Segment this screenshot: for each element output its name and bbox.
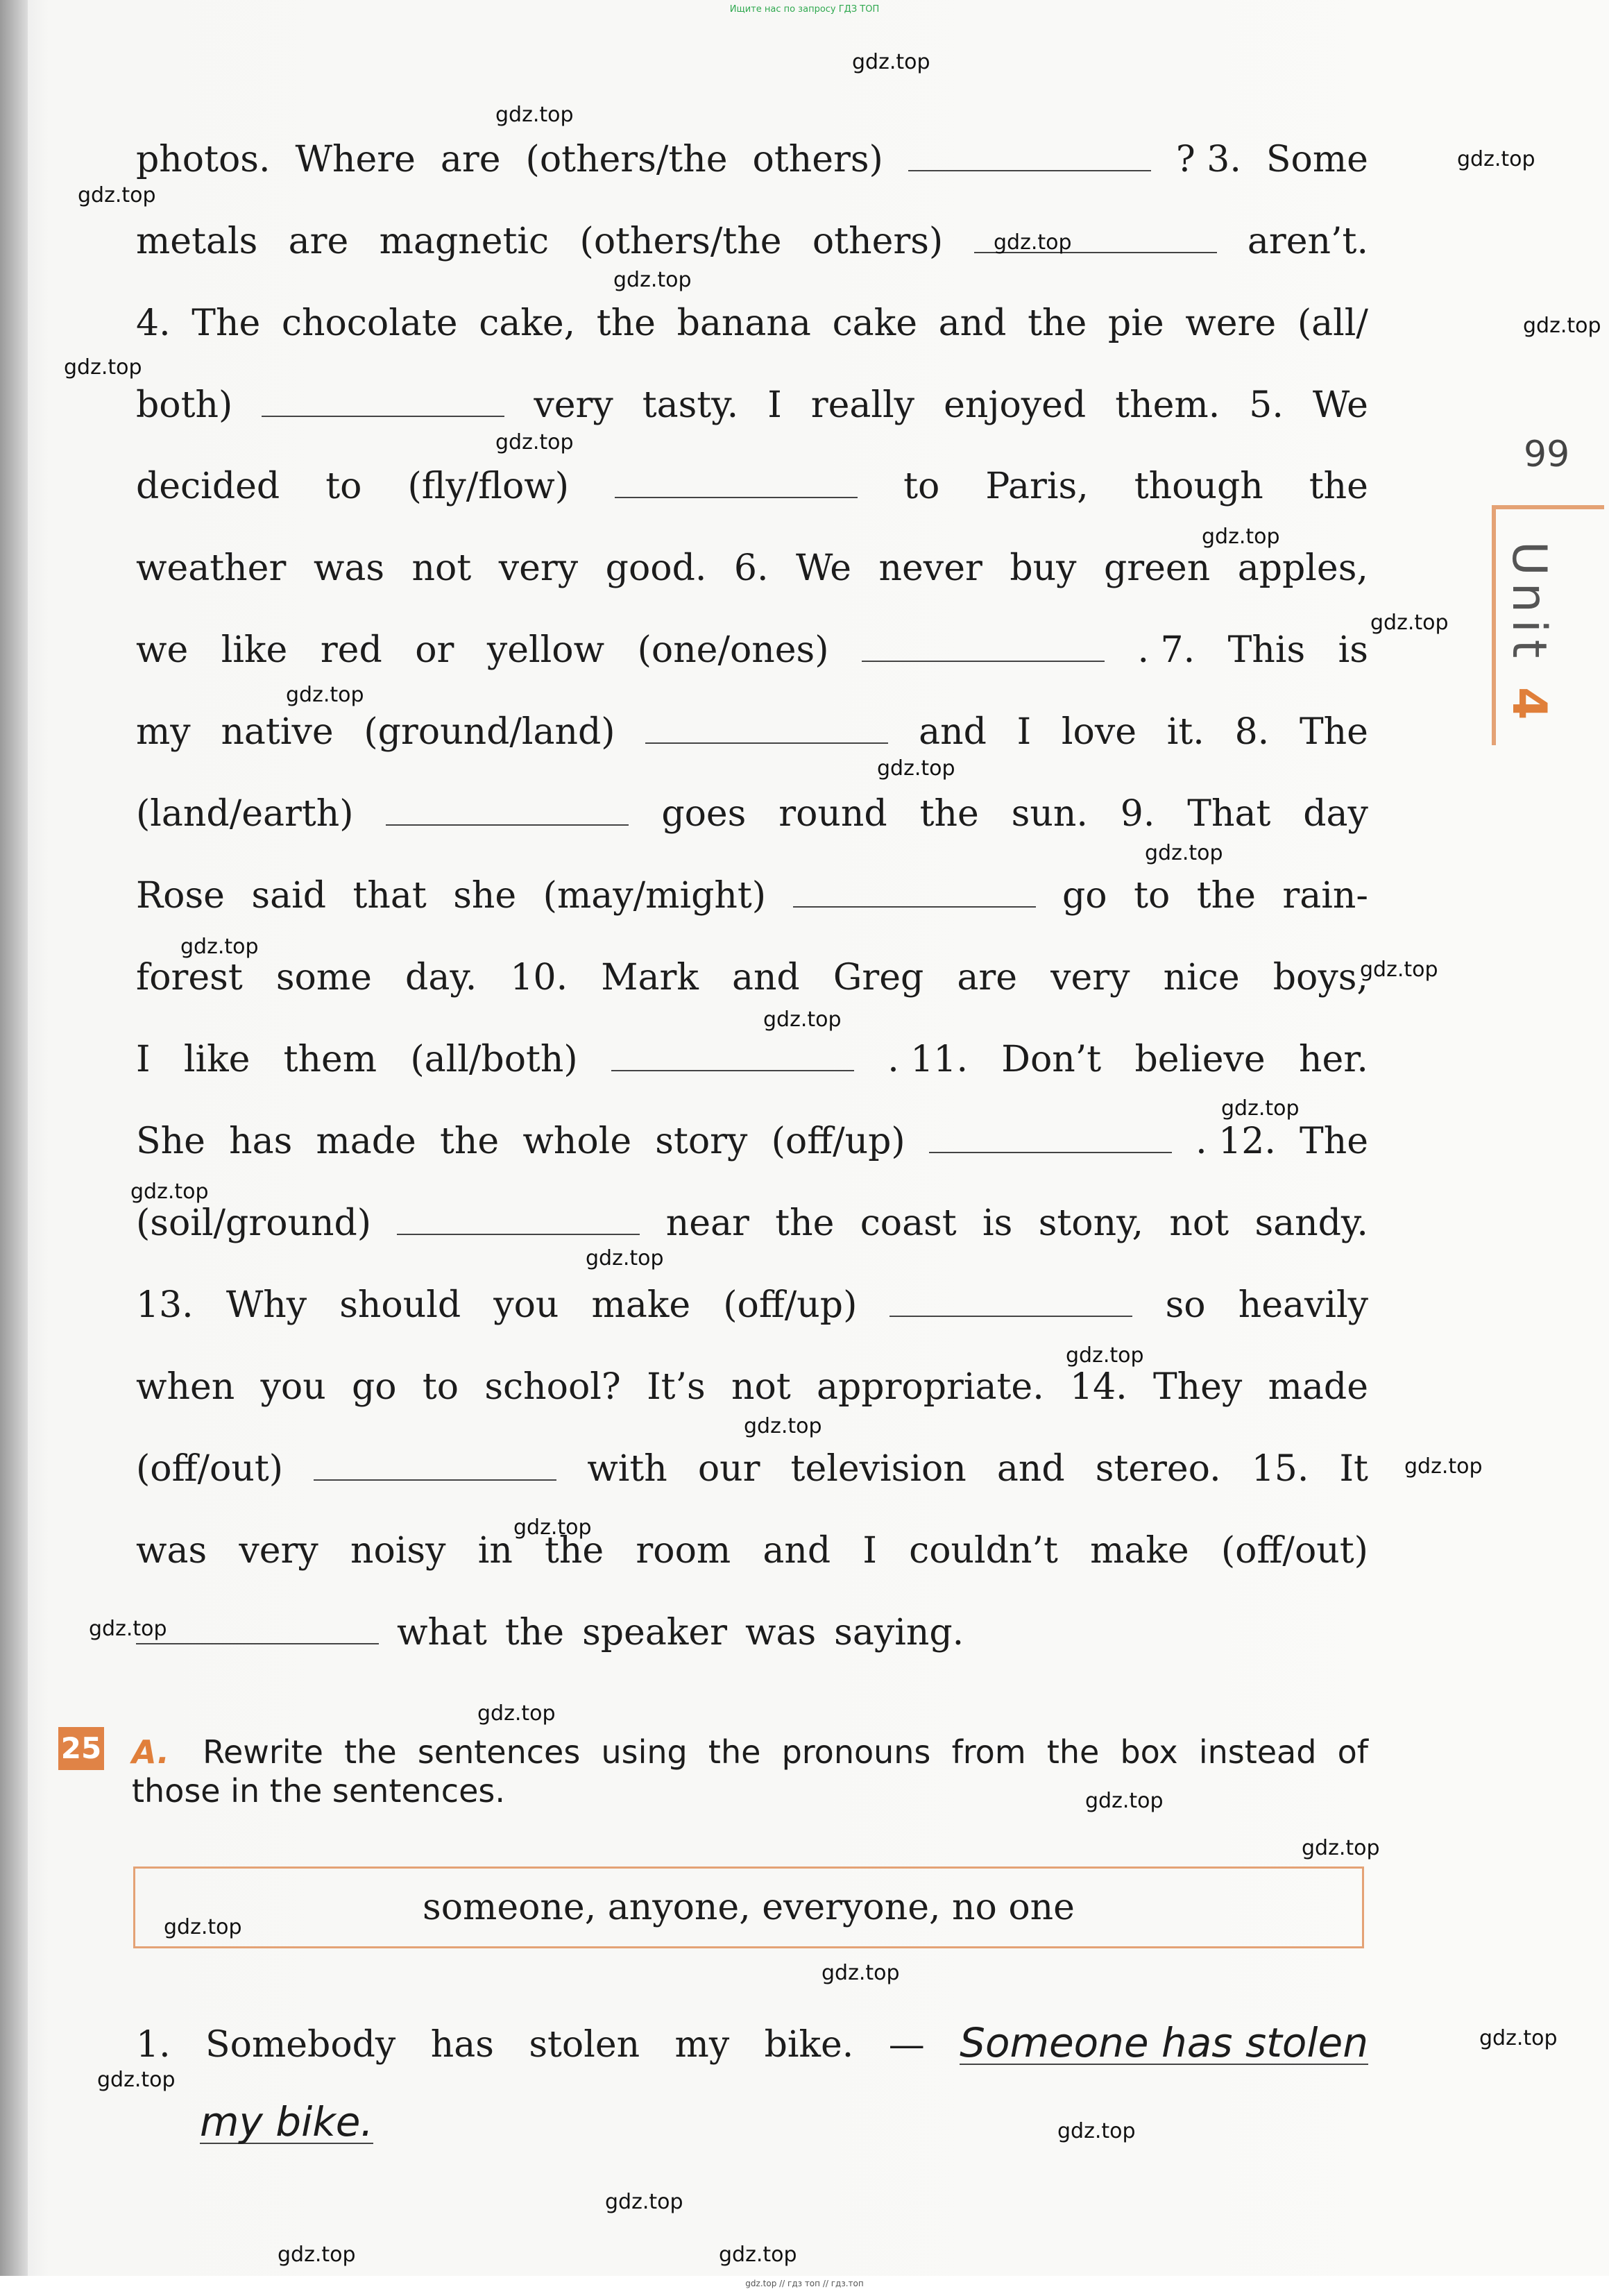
- word: ? 3.: [1175, 139, 1241, 180]
- instruction-word: Rewrite: [203, 1733, 323, 1771]
- word: very: [1050, 957, 1130, 998]
- text-line: [136, 1284, 1368, 1326]
- word: native: [221, 711, 334, 753]
- watermark-text: gdz.top: [1202, 525, 1280, 549]
- word: Don’t: [1001, 1039, 1102, 1080]
- word: day.: [405, 957, 477, 998]
- page-number-rule: [1492, 505, 1604, 509]
- word: We: [1312, 384, 1368, 426]
- example-sentence: [136, 2019, 1368, 2066]
- example-word: stolen: [529, 2024, 640, 2066]
- word: said: [251, 875, 326, 917]
- word: near: [665, 1202, 749, 1244]
- word: the: [545, 1530, 604, 1572]
- answer-blank[interactable]: [611, 1056, 854, 1071]
- watermark-text: gdz.top: [130, 1180, 209, 1204]
- word: . 11.: [887, 1039, 968, 1080]
- watermark-text: gdz.top: [586, 1246, 664, 1270]
- watermark-text: gdz.top: [605, 2190, 683, 2214]
- answer-blank[interactable]: [929, 1138, 1172, 1153]
- word: was: [136, 1530, 207, 1572]
- word: (land/earth): [136, 793, 354, 835]
- example-answer-continuation: [200, 2098, 1432, 2145]
- text-line: [136, 1202, 1368, 1244]
- word: 13.: [136, 1284, 194, 1326]
- word: (fly/flow): [407, 466, 570, 507]
- word: round: [778, 793, 887, 835]
- word: our: [697, 1448, 760, 1490]
- word: the: [1028, 303, 1087, 344]
- word: I: [862, 1530, 877, 1572]
- word: them: [283, 1039, 377, 1080]
- watermark-text: gdz.top: [495, 103, 574, 127]
- watermark-text: gdz.top: [852, 50, 930, 74]
- word: the: [596, 303, 656, 344]
- word: 5.: [1249, 384, 1284, 426]
- word: though: [1134, 466, 1263, 507]
- word: school?: [484, 1366, 621, 1408]
- word: and: [919, 711, 987, 753]
- word: you: [493, 1284, 559, 1326]
- text-line: [136, 793, 1368, 835]
- watermark-text: gdz.top: [1457, 147, 1535, 171]
- watermark-text: gdz.top: [821, 1961, 900, 1985]
- word: never: [878, 547, 982, 589]
- word: room: [636, 1530, 731, 1572]
- word: Greg: [833, 957, 924, 998]
- word: what: [397, 1612, 487, 1653]
- pronoun-word-box: [133, 1866, 1364, 1948]
- watermark-text: gdz.top: [64, 355, 142, 380]
- word: aren’t.: [1247, 221, 1368, 262]
- word: apples,: [1237, 547, 1368, 589]
- word: stony,: [1038, 1202, 1144, 1244]
- instruction-word: the: [708, 1733, 761, 1771]
- word: The: [191, 303, 261, 344]
- word: and: [938, 303, 1007, 344]
- word: and: [731, 957, 800, 998]
- word: both): [136, 384, 233, 426]
- instruction-word: of: [1337, 1733, 1368, 1771]
- text-line: [136, 384, 1368, 426]
- watermark-text: gdz.top: [164, 1915, 242, 1939]
- word: yellow: [486, 629, 605, 671]
- word: 10.: [510, 957, 568, 998]
- instruction-word: the: [1046, 1733, 1100, 1771]
- word: has: [229, 1121, 293, 1162]
- watermark-text: gdz.top: [1221, 1096, 1300, 1121]
- text-line: [136, 139, 1368, 180]
- word: are: [957, 957, 1018, 998]
- text-line: [136, 629, 1368, 671]
- word: The: [1300, 1121, 1368, 1162]
- word: Paris,: [985, 466, 1089, 507]
- word: It: [1339, 1448, 1368, 1490]
- instruction-word: pronouns: [781, 1733, 931, 1771]
- word: we: [136, 629, 189, 671]
- word: to: [1134, 875, 1170, 917]
- word: appropriate.: [817, 1366, 1044, 1408]
- example-word: —: [888, 2024, 925, 2066]
- watermark-text: gdz.top: [1085, 1789, 1164, 1813]
- word: really: [810, 384, 915, 426]
- example-word: Somebody: [205, 2024, 396, 2066]
- word: Some: [1266, 139, 1368, 180]
- word: make: [1090, 1530, 1189, 1572]
- text-line: [136, 221, 1368, 262]
- word: pie: [1107, 303, 1164, 344]
- word: banana: [676, 303, 811, 344]
- answer-blank[interactable]: [136, 1629, 379, 1644]
- instruction-word: the: [344, 1733, 397, 1771]
- word: when: [136, 1366, 235, 1408]
- word: are: [440, 139, 501, 180]
- word: enjoyed: [944, 384, 1087, 426]
- text-line: [136, 1448, 1368, 1490]
- watermark-text: gdz.top: [994, 230, 1072, 255]
- text-line: [136, 875, 1368, 917]
- answer-blank[interactable]: [262, 402, 504, 417]
- word: buy: [1010, 547, 1077, 589]
- example-word: 1.: [136, 2024, 171, 2066]
- word: chocolate: [281, 303, 458, 344]
- text-line: [136, 1121, 1368, 1162]
- word: heavily: [1238, 1284, 1368, 1326]
- answer-blank[interactable]: [889, 1302, 1132, 1317]
- word: cake,: [479, 303, 576, 344]
- word: 9.: [1120, 793, 1155, 835]
- word: the: [775, 1202, 835, 1244]
- answer-blank[interactable]: [386, 810, 629, 826]
- exercise-instruction-line-1: [132, 1733, 1368, 1771]
- word: that: [352, 875, 427, 917]
- word: (off/up): [771, 1121, 905, 1162]
- watermark-text: gdz.top: [89, 1617, 167, 1641]
- word: (soil/ground): [136, 1202, 372, 1244]
- word: She: [136, 1121, 205, 1162]
- word: This: [1227, 629, 1306, 671]
- text-line: [136, 547, 1368, 589]
- word: was: [313, 547, 385, 589]
- example-word: my: [674, 2024, 730, 2066]
- word: couldn’t: [909, 1530, 1058, 1572]
- watermark-text: gdz.top: [1057, 2119, 1136, 2143]
- watermark-text: gdz.top: [744, 1414, 822, 1438]
- instruction-text: those in the sentences.: [132, 1772, 505, 1810]
- answer-blank[interactable]: [862, 647, 1105, 662]
- word: you: [260, 1366, 326, 1408]
- word: 15.: [1251, 1448, 1309, 1490]
- word: others): [812, 221, 944, 262]
- page-number: 99: [1524, 434, 1570, 475]
- word: goes: [661, 793, 747, 835]
- word: . 12.: [1195, 1121, 1276, 1162]
- word: I: [136, 1039, 151, 1080]
- unit-number: 4: [1501, 687, 1556, 727]
- word: 8.: [1234, 711, 1270, 753]
- word: to: [422, 1366, 459, 1408]
- word: They: [1152, 1366, 1243, 1408]
- word: (off/out): [1220, 1530, 1368, 1572]
- word: with: [587, 1448, 667, 1490]
- word: not: [411, 547, 472, 589]
- handwritten-answer: Someone has stolen: [960, 2019, 1368, 2066]
- watermark-text: gdz.top: [763, 1007, 842, 1032]
- word: decided: [136, 466, 280, 507]
- word: sandy.: [1254, 1202, 1368, 1244]
- unit-side-rule: [1492, 509, 1496, 745]
- watermark-text: gdz.top: [495, 430, 574, 454]
- answer-blank[interactable]: [397, 1220, 640, 1235]
- text-line: [136, 1612, 1368, 1653]
- text-line: [136, 711, 1368, 753]
- word: is: [1338, 629, 1368, 671]
- text-line: [136, 466, 1368, 507]
- watermark-text: gdz.top: [1302, 1836, 1380, 1860]
- word: the: [1196, 875, 1256, 917]
- watermark-text: gdz.top: [278, 2243, 356, 2267]
- word: go: [352, 1366, 397, 1408]
- word: (all/both): [410, 1039, 578, 1080]
- watermark-text: gdz.top: [1479, 2026, 1558, 2050]
- word: to: [903, 466, 940, 507]
- word: (all/: [1297, 303, 1368, 344]
- word: I: [767, 384, 782, 426]
- unit-word: Unit: [1501, 541, 1556, 665]
- text-line: [136, 1366, 1368, 1408]
- watermark-text: gdz.top: [1370, 611, 1449, 635]
- example-word: bike.: [764, 2024, 854, 2066]
- word: (others/the: [579, 221, 782, 262]
- word: made: [316, 1121, 416, 1162]
- word: and: [763, 1530, 831, 1572]
- text-line: [136, 1530, 1368, 1572]
- word: story: [655, 1121, 748, 1162]
- word: my: [136, 711, 191, 753]
- word: her.: [1298, 1039, 1368, 1080]
- watermark-text: gdz.top: [1145, 841, 1223, 865]
- word: the: [1309, 466, 1368, 507]
- word: forest: [136, 957, 243, 998]
- instruction-word: from: [951, 1733, 1026, 1771]
- word: love: [1061, 711, 1137, 753]
- word: so: [1165, 1284, 1206, 1326]
- word: cake: [832, 303, 917, 344]
- watermark-text: gdz.top: [78, 183, 156, 207]
- watermark-text: gdz.top: [97, 2068, 176, 2092]
- word: stereo.: [1095, 1448, 1221, 1490]
- instruction-word: using: [601, 1733, 688, 1771]
- word: television: [790, 1448, 967, 1490]
- word: is: [982, 1202, 1013, 1244]
- watermark-text: gdz.top: [1523, 314, 1601, 338]
- text-line: [136, 1039, 1368, 1080]
- word: the: [440, 1121, 500, 1162]
- word: made: [1268, 1366, 1368, 1408]
- word: weather: [136, 547, 287, 589]
- word: We: [796, 547, 852, 589]
- word: tasty.: [642, 384, 739, 426]
- word: rain-: [1282, 875, 1368, 917]
- example-word: has: [430, 2024, 494, 2066]
- word: and: [996, 1448, 1065, 1490]
- word: them.: [1115, 384, 1220, 426]
- watermark-text: gdz.top: [513, 1515, 592, 1540]
- word: (may/might): [543, 875, 767, 917]
- word: to: [325, 466, 362, 507]
- word: red: [320, 629, 382, 671]
- answer-blank[interactable]: [645, 729, 888, 744]
- word: whole: [522, 1121, 632, 1162]
- word: believe: [1134, 1039, 1266, 1080]
- text-line: [136, 303, 1368, 344]
- word: she: [453, 875, 517, 917]
- word: sun.: [1011, 793, 1088, 835]
- word: like: [183, 1039, 250, 1080]
- word: should: [339, 1284, 461, 1326]
- word: 4.: [136, 303, 171, 344]
- instruction-word: sentences: [417, 1733, 581, 1771]
- watermark-text: gdz.top: [1404, 1454, 1483, 1479]
- word: are: [288, 221, 349, 262]
- word: It’s: [647, 1366, 706, 1408]
- word: (ground/land): [364, 711, 615, 753]
- word: others): [752, 139, 883, 180]
- word: metals: [136, 221, 258, 262]
- word: go: [1062, 875, 1107, 917]
- watermark-text: gdz.top: [877, 756, 955, 781]
- word: green: [1104, 547, 1211, 589]
- footer-note: gdz.top // гдз топ // гдз.топ: [745, 2279, 864, 2288]
- watermark-text: gdz.top: [477, 1701, 556, 1726]
- word: (one/ones): [637, 629, 829, 671]
- word: I: [1016, 711, 1032, 753]
- header-note: Ищите нас по запросу ГДЗ ТОП: [729, 4, 880, 15]
- word: it.: [1166, 711, 1204, 753]
- watermark-text: gdz.top: [286, 683, 364, 707]
- watermark-text: gdz.top: [719, 2243, 797, 2267]
- word: very: [534, 384, 613, 426]
- word: nice: [1163, 957, 1240, 998]
- instruction-word: box: [1120, 1733, 1178, 1771]
- word: Where: [295, 139, 416, 180]
- word: some: [275, 957, 372, 998]
- word: the: [919, 793, 979, 835]
- word: make: [591, 1284, 691, 1326]
- word: not: [1169, 1202, 1229, 1244]
- page-spine-shadow: [0, 0, 28, 2276]
- word: very: [239, 1530, 318, 1572]
- word: photos.: [136, 139, 271, 180]
- word: not: [731, 1366, 791, 1408]
- word: (others/the: [525, 139, 728, 180]
- word: or: [415, 629, 454, 671]
- exercise-number-badge: 25: [58, 1727, 104, 1770]
- word: saying.: [834, 1612, 964, 1653]
- text-line: [136, 957, 1368, 998]
- watermark-text: gdz.top: [1360, 958, 1438, 982]
- word: in: [477, 1530, 513, 1572]
- word: Rose: [136, 875, 225, 917]
- word: (off/up): [723, 1284, 858, 1326]
- word: were: [1185, 303, 1277, 344]
- word: the: [504, 1612, 565, 1653]
- word: coast: [860, 1202, 957, 1244]
- word: . 7.: [1137, 629, 1195, 671]
- pronoun-list: someone, anyone, everyone, no one: [423, 1887, 1075, 1928]
- word: like: [221, 629, 288, 671]
- word: very: [498, 547, 579, 589]
- answer-blank[interactable]: [793, 892, 1036, 908]
- word: good.: [605, 547, 707, 589]
- answer-blank[interactable]: [615, 483, 858, 498]
- word: That: [1187, 793, 1271, 835]
- word: Mark: [601, 957, 699, 998]
- exercise-part-label: A.: [132, 1733, 169, 1771]
- watermark-text: gdz.top: [613, 268, 692, 292]
- word: The: [1299, 711, 1368, 753]
- unit-label: [1501, 541, 1556, 726]
- word: was: [744, 1612, 817, 1653]
- instruction-word: instead: [1198, 1733, 1317, 1771]
- word: day: [1303, 793, 1368, 835]
- word: noisy: [350, 1530, 446, 1572]
- word: speaker: [582, 1612, 727, 1653]
- answer-blank[interactable]: [314, 1465, 556, 1481]
- answer-blank[interactable]: [908, 156, 1151, 171]
- word: (off/out): [136, 1448, 284, 1490]
- word: boys,: [1272, 957, 1368, 998]
- handwritten-answer: my bike.: [200, 2098, 373, 2145]
- word: Why: [225, 1284, 307, 1326]
- watermark-text: gdz.top: [1066, 1343, 1144, 1368]
- watermark-text: gdz.top: [180, 935, 259, 959]
- word: 14.: [1070, 1366, 1127, 1408]
- exercise-instruction-line-2: [132, 1771, 1368, 1810]
- word: 6.: [733, 547, 769, 589]
- word: magnetic: [379, 221, 550, 262]
